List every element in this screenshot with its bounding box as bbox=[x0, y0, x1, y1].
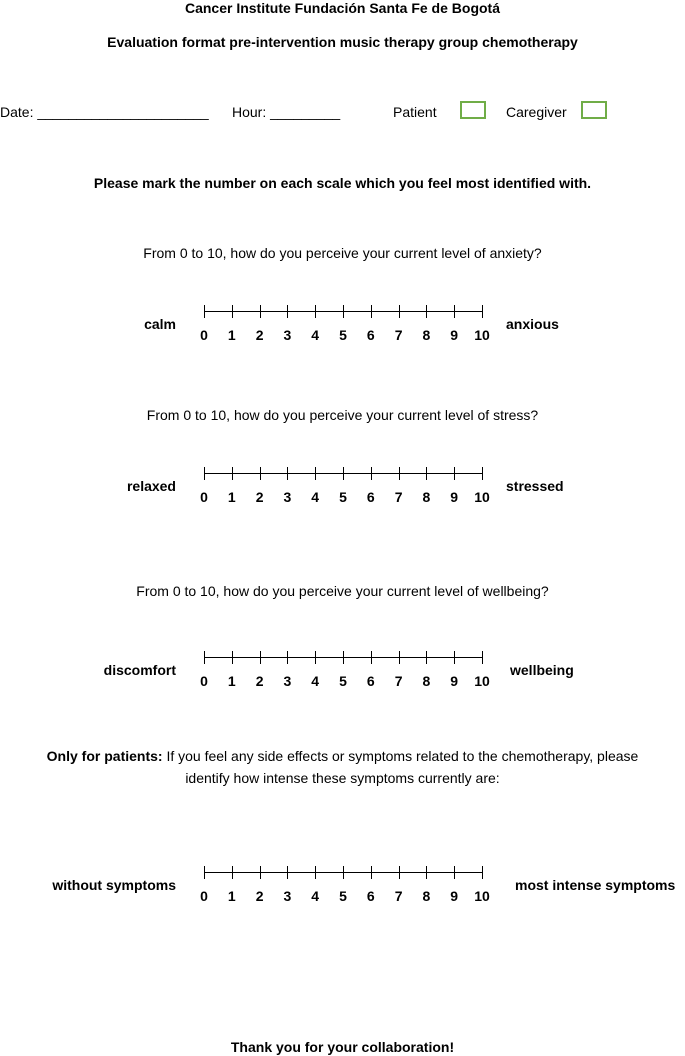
scale-tick[interactable] bbox=[343, 866, 344, 879]
scale-tick[interactable] bbox=[371, 651, 372, 664]
symptoms-scale[interactable] bbox=[0, 862, 685, 912]
caregiver-label: Caregiver bbox=[506, 104, 567, 120]
scale-tick[interactable] bbox=[426, 866, 427, 879]
scale-tick[interactable] bbox=[482, 305, 483, 318]
scale-tick[interactable] bbox=[371, 467, 372, 480]
scale-left-label: without symptoms bbox=[52, 877, 176, 893]
scale-tick[interactable] bbox=[426, 305, 427, 318]
scale-tick[interactable] bbox=[399, 866, 400, 879]
scale-number-5[interactable]: 5 bbox=[339, 888, 347, 904]
scale-tick[interactable] bbox=[287, 467, 288, 480]
thank-you-footer: Thank you for your collaboration! bbox=[230, 1039, 455, 1055]
instruction: Please mark the number on each scale which you feel most identified with. bbox=[93, 175, 592, 191]
scale-tick[interactable] bbox=[399, 651, 400, 664]
scale-tick[interactable] bbox=[454, 866, 455, 879]
scale-tick[interactable] bbox=[287, 866, 288, 879]
scale-number-9[interactable]: 9 bbox=[450, 489, 459, 505]
scale-tick[interactable] bbox=[204, 467, 205, 480]
scale-number-5[interactable]: 5 bbox=[339, 327, 347, 343]
scale-tick[interactable] bbox=[315, 866, 316, 879]
scale-number-7[interactable]: 7 bbox=[394, 673, 403, 689]
scale-tick[interactable] bbox=[232, 651, 233, 664]
scale-tick[interactable] bbox=[260, 866, 261, 879]
scale-number-5[interactable]: 5 bbox=[339, 673, 347, 689]
scale-number-4[interactable]: 4 bbox=[311, 327, 320, 343]
scale-number-4[interactable]: 4 bbox=[311, 888, 320, 904]
scale-number-0[interactable]: 0 bbox=[200, 888, 208, 904]
scale-tick[interactable] bbox=[343, 305, 344, 318]
scale-number-4[interactable]: 4 bbox=[311, 673, 320, 689]
scale-number-3[interactable]: 3 bbox=[283, 489, 292, 505]
scale-number-8[interactable]: 8 bbox=[422, 888, 431, 904]
scale-number-6[interactable]: 6 bbox=[366, 327, 375, 343]
scale-number-8[interactable]: 8 bbox=[422, 673, 431, 689]
scale-number-0[interactable]: 0 bbox=[200, 673, 208, 689]
scale-tick[interactable] bbox=[232, 467, 233, 480]
scale-number-10[interactable]: 10 bbox=[474, 327, 490, 343]
scale-right-label: most intense symptoms bbox=[515, 877, 676, 893]
scale-number-2[interactable]: 2 bbox=[255, 673, 264, 689]
wellbeing-scale[interactable] bbox=[0, 647, 685, 697]
patients-only-lead: Only for patients: bbox=[46, 748, 163, 764]
scale-tick[interactable] bbox=[260, 305, 261, 318]
scale-tick[interactable] bbox=[482, 866, 483, 879]
scale-tick[interactable] bbox=[232, 866, 233, 879]
scale-number-10[interactable]: 10 bbox=[474, 489, 490, 505]
scale-tick[interactable] bbox=[343, 467, 344, 480]
patients-text: If you feel any side effects or symptoms related to the chemotherapy, please bbox=[162, 748, 639, 764]
scale-tick[interactable] bbox=[371, 305, 372, 318]
scale-tick[interactable] bbox=[426, 467, 427, 480]
scale-tick[interactable] bbox=[454, 467, 455, 480]
scale-number-6[interactable]: 6 bbox=[366, 673, 375, 689]
scale-number-4[interactable]: 4 bbox=[311, 489, 320, 505]
date-field[interactable]: Date: ______________________ bbox=[0, 104, 209, 120]
patient-checkbox[interactable] bbox=[460, 101, 486, 119]
scale-number-6[interactable]: 6 bbox=[366, 489, 375, 505]
scale-number-3[interactable]: 3 bbox=[283, 673, 292, 689]
scale-number-2[interactable]: 2 bbox=[255, 327, 264, 343]
question-wellbeing: From 0 to 10, how do you perceive your current level of wellbeing? bbox=[136, 583, 549, 599]
scale-right-label: wellbeing bbox=[510, 662, 574, 678]
patients-instruction-line2: identify how intense these symptoms currently are: bbox=[185, 770, 500, 786]
scale-tick[interactable] bbox=[287, 651, 288, 664]
scale-tick[interactable] bbox=[204, 305, 205, 318]
scale-left-label: discomfort bbox=[103, 662, 176, 678]
scale-right-label: anxious bbox=[506, 316, 559, 332]
scale-number-8[interactable]: 8 bbox=[422, 489, 431, 505]
scale-number-9[interactable]: 9 bbox=[450, 673, 459, 689]
scale-tick[interactable] bbox=[204, 866, 205, 879]
scale-tick[interactable] bbox=[232, 305, 233, 318]
scale-number-0[interactable]: 0 bbox=[200, 489, 208, 505]
scale-number-2[interactable]: 2 bbox=[255, 888, 264, 904]
scale-left-label: calm bbox=[144, 316, 176, 332]
caregiver-checkbox[interactable] bbox=[581, 101, 607, 119]
anxiety-scale[interactable] bbox=[0, 301, 685, 351]
scale-number-6[interactable]: 6 bbox=[366, 888, 375, 904]
scale-number-1[interactable]: 1 bbox=[227, 888, 236, 904]
scale-tick[interactable] bbox=[454, 651, 455, 664]
scale-number-1[interactable]: 1 bbox=[227, 327, 236, 343]
hour-field[interactable]: Hour: _________ bbox=[232, 104, 341, 120]
scale-number-9[interactable]: 9 bbox=[450, 327, 459, 343]
scale-number-5[interactable]: 5 bbox=[339, 489, 347, 505]
scale-number-3[interactable]: 3 bbox=[283, 888, 292, 904]
question-stress: From 0 to 10, how do you perceive your current level of stress? bbox=[146, 407, 539, 423]
scale-tick[interactable] bbox=[343, 651, 344, 664]
scale-tick[interactable] bbox=[204, 651, 205, 664]
scale-number-2[interactable]: 2 bbox=[255, 489, 264, 505]
scale-tick[interactable] bbox=[287, 305, 288, 318]
patient-label: Patient bbox=[393, 104, 437, 120]
scale-number-7[interactable]: 7 bbox=[394, 888, 403, 904]
scale-tick[interactable] bbox=[315, 651, 316, 664]
scale-tick[interactable] bbox=[260, 467, 261, 480]
scale-tick[interactable] bbox=[399, 305, 400, 318]
scale-number-3[interactable]: 3 bbox=[283, 327, 292, 343]
scale-tick[interactable] bbox=[260, 651, 261, 664]
scale-tick[interactable] bbox=[315, 305, 316, 318]
scale-right-label: stressed bbox=[506, 478, 564, 494]
scale-number-7[interactable]: 7 bbox=[394, 489, 403, 505]
scale-number-1[interactable]: 1 bbox=[227, 673, 236, 689]
scale-tick[interactable] bbox=[482, 467, 483, 480]
form-title: Evaluation format pre-intervention music therapy group chemotherapy bbox=[107, 34, 578, 50]
scale-tick[interactable] bbox=[454, 305, 455, 318]
patients-instruction-line1 bbox=[0, 748, 685, 764]
scale-number-7[interactable]: 7 bbox=[394, 327, 403, 343]
scale-number-1[interactable]: 1 bbox=[227, 489, 236, 505]
scale-number-0[interactable]: 0 bbox=[200, 327, 208, 343]
question-anxiety: From 0 to 10, how do you perceive your current level of anxiety? bbox=[143, 245, 542, 261]
scale-tick[interactable] bbox=[426, 651, 427, 664]
scale-number-10[interactable]: 10 bbox=[474, 888, 490, 904]
scale-left-label: relaxed bbox=[126, 478, 176, 494]
scale-number-9[interactable]: 9 bbox=[450, 888, 459, 904]
scale-tick[interactable] bbox=[399, 467, 400, 480]
stress-scale[interactable] bbox=[0, 463, 685, 513]
scale-tick[interactable] bbox=[315, 467, 316, 480]
scale-number-8[interactable]: 8 bbox=[422, 327, 431, 343]
institution-title: Cancer Institute Fundación Santa Fe de Bogotá bbox=[184, 0, 501, 16]
scale-tick[interactable] bbox=[482, 651, 483, 664]
scale-tick[interactable] bbox=[371, 866, 372, 879]
scale-number-10[interactable]: 10 bbox=[474, 673, 490, 689]
